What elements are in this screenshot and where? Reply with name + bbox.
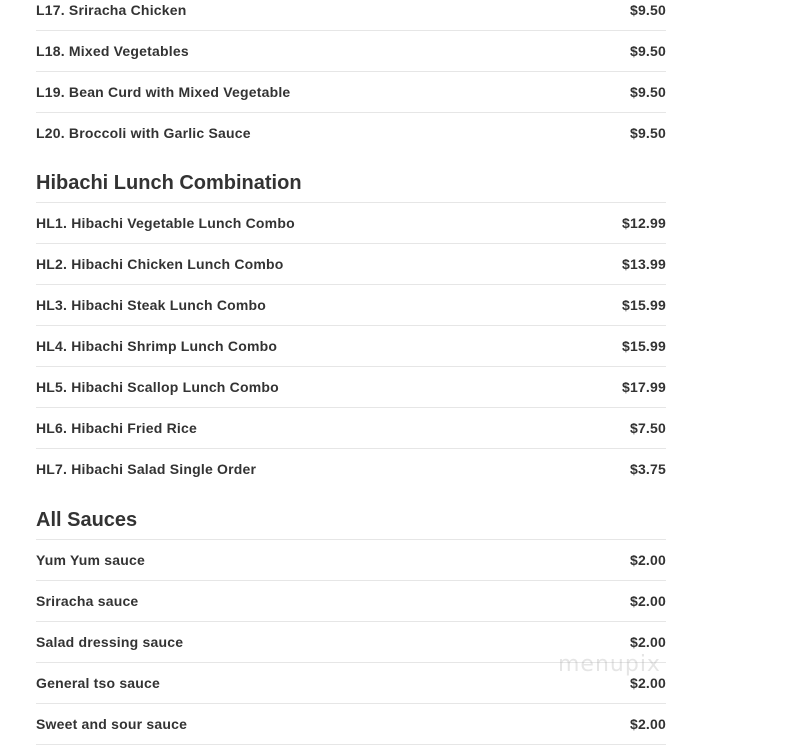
menu-item-l20 xyxy=(36,113,666,153)
item-price: $2.00 xyxy=(629,716,666,732)
item-price: $17.99 xyxy=(621,379,666,395)
item-name: Sweet and sour sauce xyxy=(36,716,188,732)
item-name: L17. Sriracha Chicken xyxy=(36,2,187,18)
menu-item-yum-yum-sauce xyxy=(36,540,666,581)
item-name: HL1. Hibachi Vegetable Lunch Combo xyxy=(36,215,295,231)
menu-item-general-tso-sauce xyxy=(36,663,666,704)
item-name: Salad dressing sauce xyxy=(36,634,184,650)
menu-item-hl5 xyxy=(36,367,666,408)
item-name: HL5. Hibachi Scallop Lunch Combo xyxy=(36,379,279,395)
item-price: $2.00 xyxy=(629,675,666,691)
item-price: $9.50 xyxy=(629,2,666,18)
menu-item-l19 xyxy=(36,72,666,113)
item-price: $7.50 xyxy=(629,420,666,436)
menu-item-hl3 xyxy=(36,285,666,326)
item-price: $9.50 xyxy=(629,84,666,100)
section-title-hibachi-lunch: Hibachi Lunch Combination xyxy=(36,153,666,203)
menu-item-hl4 xyxy=(36,326,666,367)
item-price: $3.75 xyxy=(629,461,666,477)
item-price: $2.00 xyxy=(629,634,666,650)
menu-item-hl1 xyxy=(36,203,666,244)
section-title-all-sauces: All Sauces xyxy=(36,489,666,540)
item-price: $12.99 xyxy=(621,215,666,231)
item-name: HL2. Hibachi Chicken Lunch Combo xyxy=(36,256,284,272)
item-price: $15.99 xyxy=(621,297,666,313)
menu-item-hl2 xyxy=(36,244,666,285)
item-name: HL6. Hibachi Fried Rice xyxy=(36,420,197,436)
menu-item-l17 xyxy=(36,0,666,31)
item-price: $13.99 xyxy=(621,256,666,272)
item-price: $9.50 xyxy=(629,125,666,141)
menu-item-l18 xyxy=(36,31,666,72)
menu-item-hl6 xyxy=(36,408,666,449)
item-name: Yum Yum sauce xyxy=(36,552,145,568)
menu-item-sweet-and-sour-sauce xyxy=(36,704,666,745)
item-price: $15.99 xyxy=(621,338,666,354)
item-name: HL4. Hibachi Shrimp Lunch Combo xyxy=(36,338,278,354)
menu-item-salad-dressing-sauce xyxy=(36,622,666,663)
item-name: L20. Broccoli with Garlic Sauce xyxy=(36,125,251,141)
item-name: HL3. Hibachi Steak Lunch Combo xyxy=(36,297,267,313)
menu-list xyxy=(36,0,666,745)
menu-item-sriracha-sauce xyxy=(36,581,666,622)
item-name: Sriracha sauce xyxy=(36,593,139,609)
item-name: General tso sauce xyxy=(36,675,161,691)
item-name: L18. Mixed Vegetables xyxy=(36,43,189,59)
menupix-watermark: menupix xyxy=(558,652,661,677)
item-name: HL7. Hibachi Salad Single Order xyxy=(36,461,257,477)
menu-item-hl7 xyxy=(36,449,666,489)
item-price: $9.50 xyxy=(629,43,666,59)
item-price: $2.00 xyxy=(629,593,666,609)
item-name: L19. Bean Curd with Mixed Vegetable xyxy=(36,84,291,100)
item-price: $2.00 xyxy=(629,552,666,568)
